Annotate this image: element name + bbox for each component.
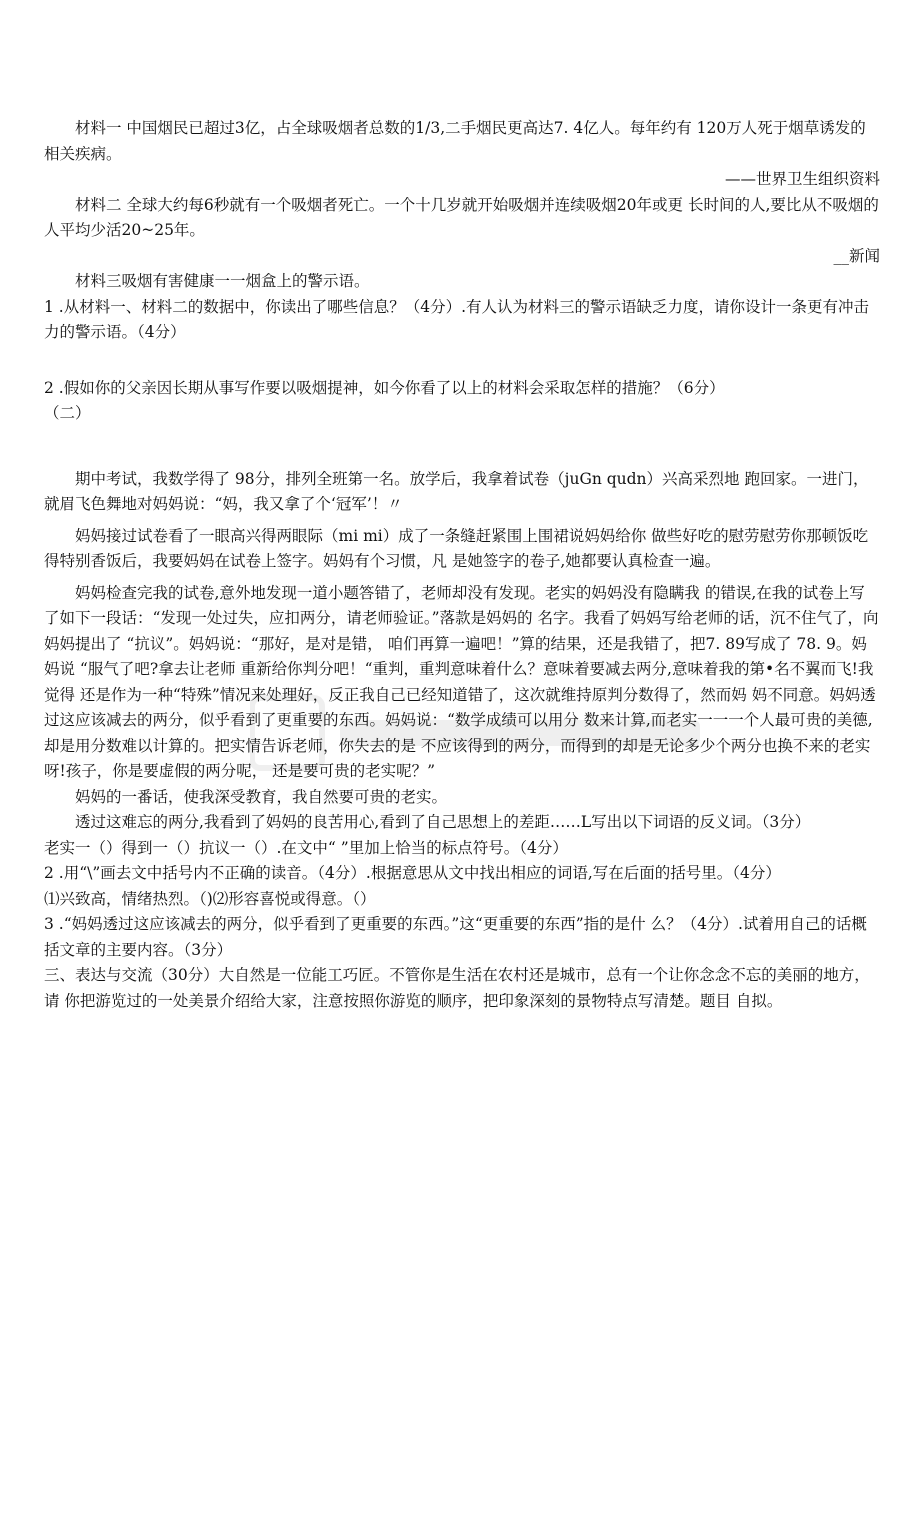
material-two: 材料二 全球大约每6秒就有一个吸烟者死亡。一个十几岁就开始吸烟并连续吸烟20年或更 长时间的人,要比从不吸烟的人平均少活20~25年。 (44, 195, 879, 239)
story-paragraph-2: 妈妈接过试卷看了一眼高兴得两眼际（mi mi）成了一条缝赶紧围上围裙说妈妈给你 做些好吃的慰劳慰劳你那顿饭吃得特别香饭后，我要妈妈在试卷上签字。妈妈有个习惯，凡 是她签字的卷子,她都要认真检查一遍。 (44, 526, 869, 570)
question-2: 2 .假如你的父亲因长期从事写作要以吸烟提神，如今你看了以上的材料会采取怎样的措施？（6分） (44, 378, 725, 397)
story-paragraph-1: 期中考试，我数学得了 98分，排列全班第一名。放学后，我拿着试卷（juGn qudn）兴高采烈地 跑回家。一进门，就眉飞色舞地对妈妈说：“妈，我又拿了个‘冠军’！〃 (44, 469, 869, 513)
story-paragraph-3: 妈妈检查完我的试卷,意外地发现一道小题答错了，老师却没有发现。老实的妈妈没有隐瞒我 的错误,在我的试卷上写了如下一段话：“发现一处过失，应扣两分，请老师验证。”落款是妈妈的 名字。我看了妈妈写给老师的话，沉不住气了，向妈妈提出了 “抗议”。妈妈说：“那好，是对是错， 咱们再算一遍吧！”算的结果，还是我错了，把7. 89写成了 78. 9。妈妈说 “服气了吧?拿去让老师 重新给你判分吧！“重判，重判意味着什么？意味着要减去两分,意味着我的第•名不翼而飞!我觉得 还是作为一种“特殊”情况来处理好，反正我自己已经知道错了，这次就维持原判分数得了，然而妈 妈不同意。妈妈透过这应该减去的两分，似乎看到了更重要的东西。妈妈说：“数学成绩可以用分 数来计算,而老实一一一个人最可贵的美德,却是用分数难以计算的。把实情告诉老师，你失去的是 不应该得到的两分，而得到的却是无论多少个两分也换不来的老实呀!孩子，你是要虚假的两分呢， 还是要可贵的老实呢？” (44, 583, 879, 780)
question-antonyms: 老实一（）得到一（）抗议一（）.在文中“ ”里加上恰当的标点符号。（4分） (44, 838, 568, 857)
question-word-items: ⑴兴致高，情绪热烈。（)⑵形容喜悦或得意。（） (44, 889, 376, 908)
section-three-writing: 三、表达与交流（30分）大自然是一位能工巧匠。不管你是生活在农村还是城市，总有一个让你念念不忘的美丽的地方，请 你把游览过的一处美景介绍给大家，注意按照你游览的顺序，把印象深刻的景物特点写清楚。题目 自拟。 (44, 966, 870, 1010)
document-body (44, 116, 880, 1014)
material-three: 材料三吸烟有害健康一一烟盒上的警示语。 (75, 272, 370, 290)
question-pronunciation: 2 .用“\”画去文中括号内不正确的读音。（4分）.根据意思从文中找出相应的词语,写在后面的括号里。（4分） (44, 864, 781, 882)
question-important-thing: 3 .“妈妈透过这应该减去的两分，似乎看到了更重要的东西。”这“更重要的东西”指的是什 么？（4分）.试着用自己的话概括文章的主要内容。（3分） (44, 915, 867, 959)
question-1: 1 .从材料一、材料二的数据中，你读出了哪些信息？（4分）.有人认为材料三的警示语缺乏力度，请你设计一条更有冲击力的警示语。（4分） (44, 297, 870, 341)
section-two-label: （二） (44, 404, 91, 422)
story-paragraph-4: 妈妈的一番话，使我深受教育，我自然要可贵的老实。 (75, 787, 448, 806)
material-one: 材料一 中国烟民已超过3亿，占全球吸烟者总数的1/3,二手烟民更高达7. 4亿人。每年约有 120万人死于烟草诱发的相关疾病。 (44, 119, 866, 163)
material-one-source: ——世界卫生组织资料 (724, 170, 880, 188)
story-paragraph-5: 透过这难忘的两分,我看到了妈妈的良苦用心,看到了自己思想上的差距……L写出以下词语的反义词。（3分） (75, 813, 811, 831)
material-two-source: __新闻 (833, 246, 880, 265)
